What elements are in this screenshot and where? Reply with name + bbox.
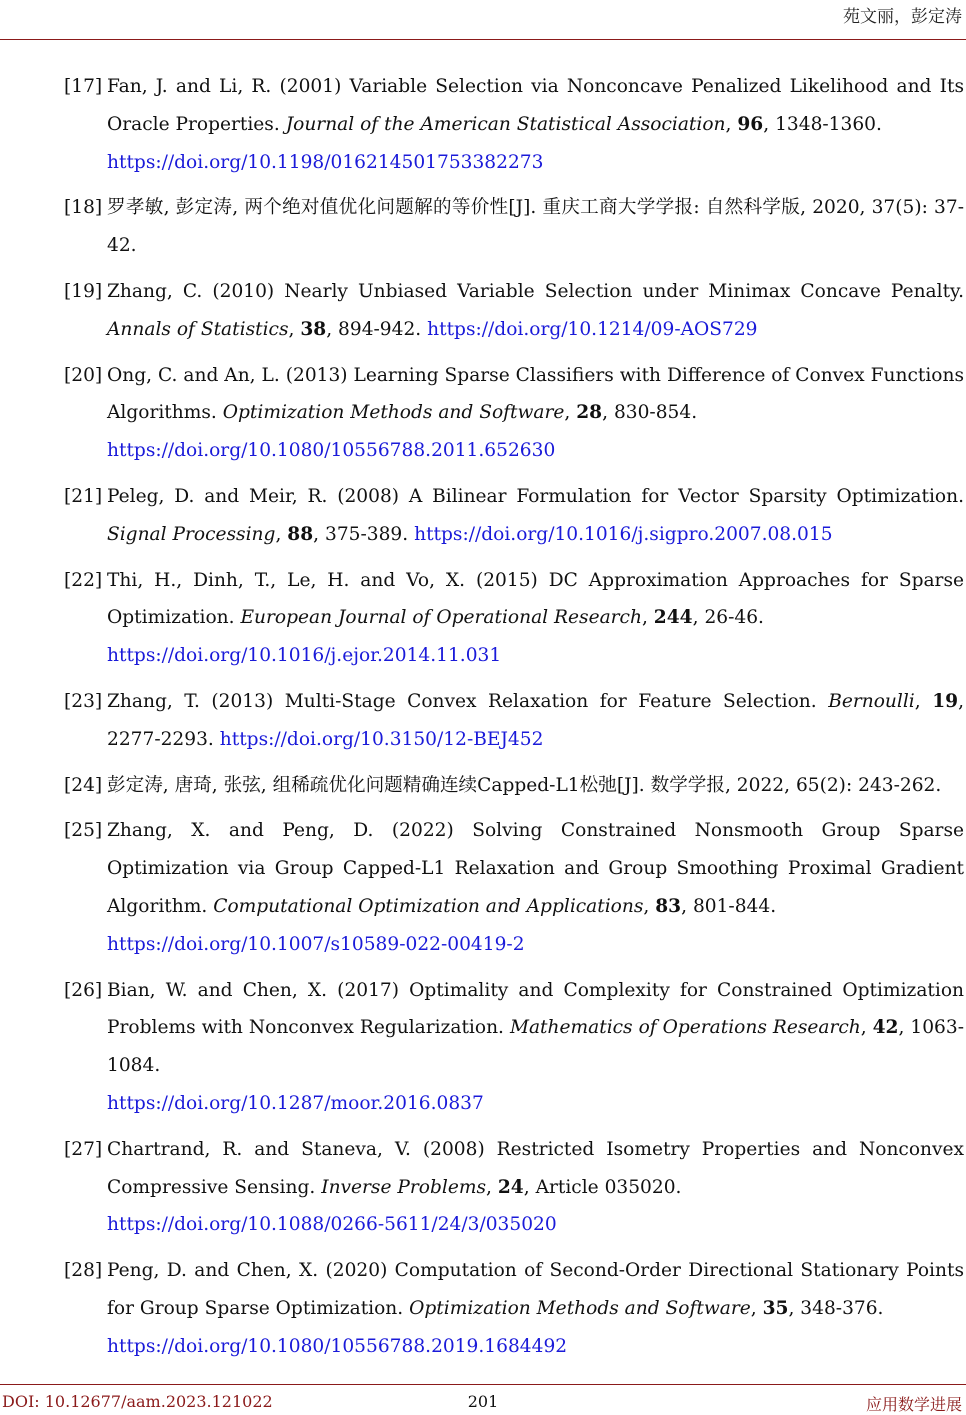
reference-text: Fan, J. and Li, R. (2001) Variable Selection via Nonconcave Penalized Likelihood and Its Oracle Properties. [107,76,964,135]
reference-number: [18] [64,197,103,219]
reference-number: [23] [64,690,103,712]
reference-item: [25] Zhang, X. and Peng, D. (2022) Solving Constrained Nonsmooth Group Sparse Optimization via Group Capped-L1 Relaxation and Group Smoothing Proximal Gradient Algorithm. Computational Optimization and Applications, 83, 801-844. https://doi.org/10.1007/s10589-022-00419-2 [0,812,966,963]
reference-item: [20] Ong, C. and An, L. (2013) Learning Sparse Classifiers with Difference of Convex Functions Algorithms. Optimization Methods and Software, 28, 830-854. https://doi.org/10.1080/10556788.2011.652630 [0,357,966,470]
reference-pages: 801-844. [692,895,777,917]
reference-doi-link[interactable]: https://doi.org/10.1080/10556788.2011.652630 [107,440,556,462]
reference-doi-link[interactable]: https://doi.org/10.1080/10556788.2019.1684492 [107,1335,568,1357]
reference-venue: Optimization Methods and Software [222,402,565,424]
footer-journal-name: 应用数学进展 [865,1395,962,1414]
reference-venue: Optimization Methods and Software [409,1297,751,1319]
reference-venue: Journal of the American Statistical Association [285,113,726,135]
reference-doi-link[interactable]: https://doi.org/10.1198/016214501753382273 [107,151,544,173]
reference-venue: Mathematics of Operations Research [509,1017,861,1039]
reference-text: 彭定涛, 唐琦, 张弦, 组稀疏优化问题精确连续Capped-L1松弛[J]. 数学学报, 2022, 65(2): 243-262. [107,774,942,796]
reference-item [0,189,966,265]
reference-number: [17] [64,76,103,97]
reference-venue: Annals of Statistics [107,318,289,340]
reference-volume: 244 [653,607,693,629]
reference-number: [27] [64,1138,103,1160]
reference-doi-link[interactable]: https://doi.org/10.3150/12-BEJ452 [219,728,544,750]
reference-text: 罗孝敏, 彭定涛, 两个绝对值优化问题解的等价性[J]. 重庆工商大学学报: 自然科学版, 2020, 37(5): 37-42. [107,197,964,257]
reference-item: [17] Fan, J. and Li, R. (2001) Variable Selection via Nonconcave Penalized Likelihood and Its Oracle Properties. Journal of the American Statistical Association, 96, 1348-1360. https://doi.org/10.1198/016214501753382273 [0,68,966,181]
reference-pages: 2277-2293. [107,728,214,750]
reference-item: [21] Peleg, D. and Meir, R. (2008) A Bilinear Formulation for Vector Sparsity Optimization. Signal Processing, 88, 375-389. https://doi.org/10.1016/j.sigpro.2007.08.015 [0,478,966,554]
reference-pages: 375-389. [324,523,409,545]
reference-number: [26] [64,979,103,1001]
reference-text: Peleg, D. and Meir, R. (2008) A Bilinear Formulation for Vector Sparsity Optimization. [107,485,964,507]
reference-text: Ong, C. and An, L. (2013) Learning Sparse Classifiers with Difference of Convex Functions Algorithms. [107,364,964,424]
reference-volume: 88 [287,523,314,545]
reference-venue: Inverse Problems [321,1176,487,1198]
reference-text: Zhang, X. and Peng, D. (2022) Solving Constrained Nonsmooth Group Sparse Optimization via Group Capped-L1 Relaxation and Group Smoothing Proximal Gradient Algorithm. [107,820,964,917]
reference-item [0,767,966,805]
header-authors: 苑文丽，彭定涛 [843,7,962,27]
reference-item: [26] Bian, W. and Chen, X. (2017) Optimality and Complexity for Constrained Optimization Problems with Nonconvex Regularization. Mathematics of Operations Research, 42, 1063-1084. https://doi.org/10.1287/moor.2016.0837 [0,972,966,1123]
reference-number: [24] [64,774,103,796]
reference-doi-link[interactable]: https://doi.org/10.1007/s10589-022-00419-2 [107,933,525,955]
reference-doi-link[interactable]: https://doi.org/10.1088/0266-5611/24/3/035020 [107,1214,557,1236]
reference-number: [22] [64,569,103,591]
reference-item: [27] Chartrand, R. and Staneva, V. (2008) Restricted Isometry Properties and Nonconvex Compressive Sensing. Inverse Problems, 24, Article 035020. https://doi.org/10.1088/0266-5611/24/3/035020 [0,1131,966,1244]
reference-number: [19] [64,280,103,302]
reference-number: [21] [64,485,103,507]
reference-item: [19] Zhang, C. (2010) Nearly Unbiased Variable Selection under Minimax Concave Penalty. Annals of Statistics, 38, 894-942. https://doi.org/10.1214/09-AOS729 [0,273,966,349]
reference-text: Zhang, T. (2013) Multi-Stage Convex Relaxation for Feature Selection. [107,690,817,712]
reference-text: Chartrand, R. and Staneva, V. (2008) Restricted Isometry Properties and Nonconvex Compressive Sensing. [107,1138,964,1198]
page-footer [0,1392,966,1414]
reference-pages: 1063-1084. [107,1017,964,1077]
reference-volume: 19 [932,690,959,712]
reference-doi-link[interactable]: https://doi.org/10.1214/09-AOS729 [427,318,758,340]
reference-volume: 24 [497,1176,524,1198]
page-number: 201 [467,1392,499,1411]
reference-volume: 83 [655,895,682,917]
footer-divider [0,1384,966,1385]
reference-venue: European Journal of Operational Research [240,607,642,629]
reference-pages: 830-854. [613,402,698,424]
reference-volume: 96 [737,113,764,135]
reference-text: Bian, W. and Chen, X. (2017) Optimality and Complexity for Constrained Optimization Problems with Nonconvex Regularization. [107,979,964,1039]
reference-item: [23] Zhang, T. (2013) Multi-Stage Convex Relaxation for Feature Selection. Bernoulli, 19, 2277-2293. https://doi.org/10.3150/12-BEJ452 [0,683,966,759]
header-divider [0,39,966,40]
reference-number: [25] [64,820,103,842]
footer-doi: DOI: 10.12677/aam.2023.121022 [2,1392,273,1411]
reference-pages: 26-46. [704,607,764,629]
reference-doi-link[interactable]: https://doi.org/10.1016/j.sigpro.2007.08.015 [414,523,833,545]
reference-number: [28] [64,1260,103,1282]
reference-venue: Signal Processing [107,523,276,545]
reference-item: [28] Peng, D. and Chen, X. (2020) Computation of Second-Order Directional Stationary Points for Group Sparse Optimization. Optimization Methods and Software, 35, 348-376. https://doi.org/10.1080/10556788.2019.1684492 [0,1252,966,1365]
reference-text: Thi, H., Dinh, T., Le, H. and Vo, X. (2015) DC Approximation Approaches for Sparse Optimization. [107,569,964,629]
reference-volume: 28 [576,402,603,424]
reference-venue: Computational Optimization and Applications [213,895,644,917]
reference-venue: Bernoulli [828,690,915,712]
reference-pages: 1348-1360. [775,113,882,135]
reference-volume: 38 [300,318,327,340]
reference-volume: 42 [872,1017,899,1039]
reference-doi-link[interactable]: https://doi.org/10.1287/moor.2016.0837 [107,1092,484,1114]
reference-doi-link[interactable]: https://doi.org/10.1016/j.ejor.2014.11.031 [107,645,502,667]
reference-text: Peng, D. and Chen, X. (2020) Computation of Second-Order Directional Stationary Points for Group Sparse Optimization. [107,1260,964,1319]
reference-list [0,68,966,1374]
reference-pages: Article 035020. [535,1176,682,1198]
reference-text: Zhang, C. (2010) Nearly Unbiased Variable Selection under Minimax Concave Penalty. [107,280,964,302]
reference-item: [22] Thi, H., Dinh, T., Le, H. and Vo, X. (2015) DC Approximation Approaches for Sparse Optimization. European Journal of Operational Research, 244, 26-46. https://doi.org/10.1016/j.ejor.2014.11.031 [0,562,966,675]
reference-number: [20] [64,364,103,386]
reference-pages: 348-376. [800,1297,884,1319]
reference-pages: 894-942. [338,318,422,340]
reference-volume: 35 [762,1297,789,1319]
